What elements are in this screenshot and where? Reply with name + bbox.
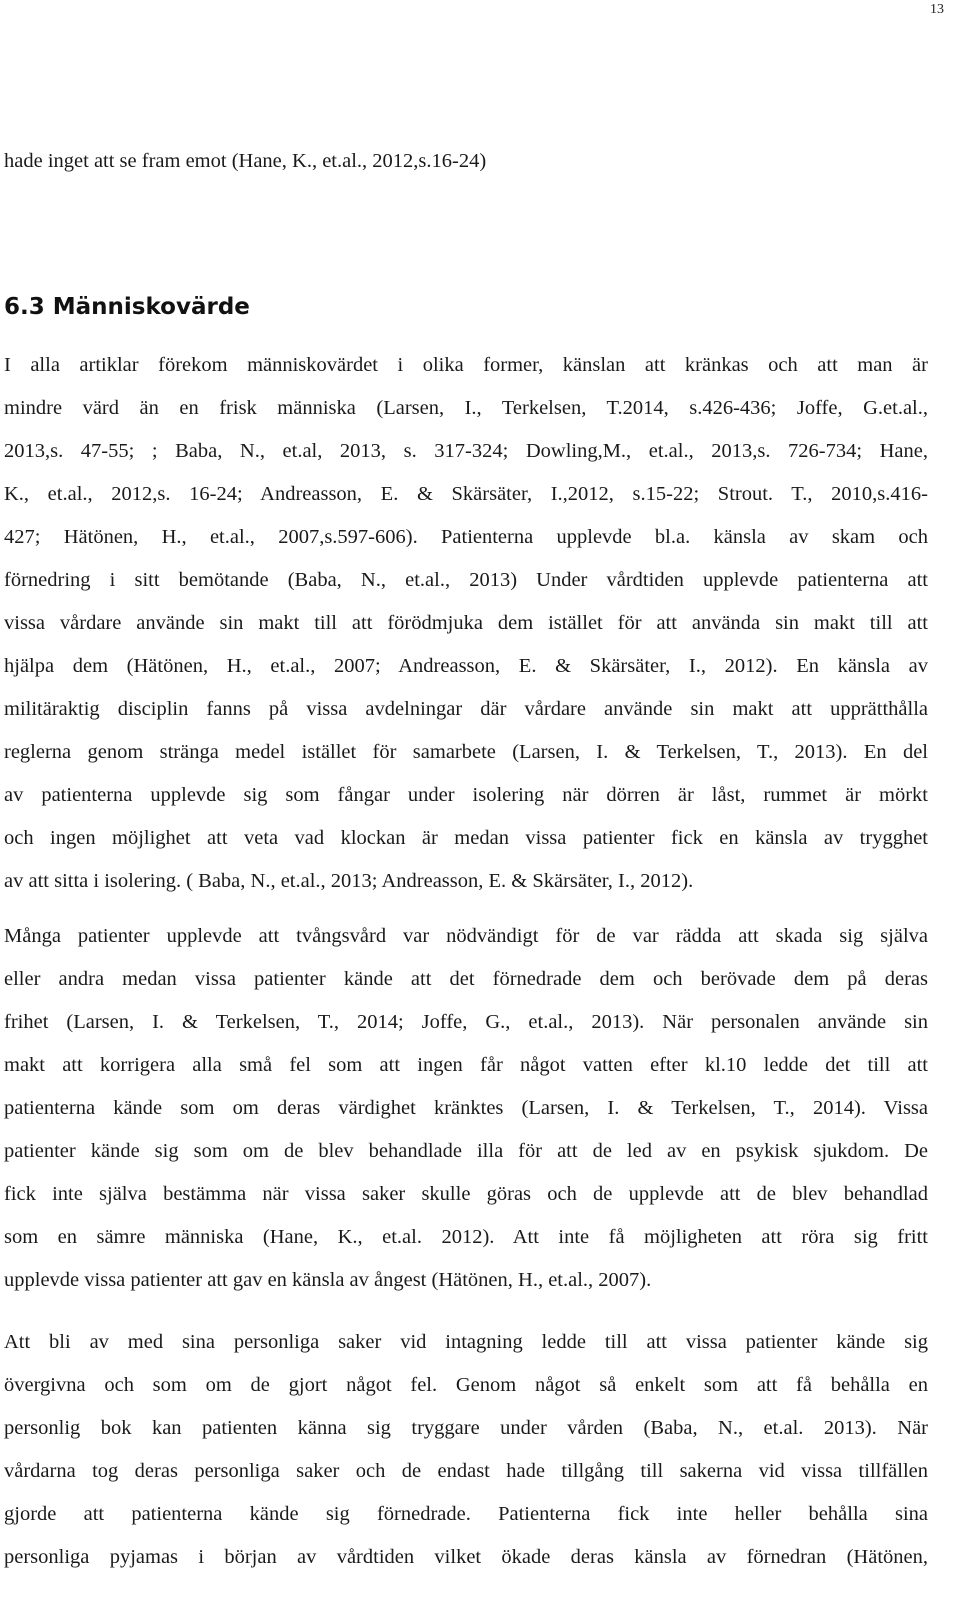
text-line: personliga pyjamas i början av vårdtiden vilket ökade deras känsla av förnedran (Hätönen, bbox=[4, 1546, 928, 1568]
text-line: Många patienter upplevde att tvångsvård var nödvändigt för de var rädda att skada sig själva bbox=[4, 925, 928, 947]
text-line: militäraktig disciplin fanns på vissa avdelningar där vårdare använde sin makt att upprätthålla bbox=[4, 698, 928, 720]
text-line: och ingen möjlighet att veta vad klockan är medan vissa patienter fick en känsla av trygghet bbox=[4, 827, 928, 849]
text-line: frihet (Larsen, I. & Terkelsen, T., 2014; Joffe, G., et.al., 2013). När personalen använde sin bbox=[4, 1011, 928, 1033]
text-line: K., et.al., 2012,s. 16-24; Andreasson, E. & Skärsäter, I.,2012, s.15-22; Strout. T., 2010,s.416- bbox=[4, 483, 928, 505]
paragraph-3 bbox=[4, 1321, 928, 1579]
text-line: eller andra medan vissa patienter kände att det förnedrade dem och berövade dem på deras bbox=[4, 968, 928, 990]
text-line: förnedring i sitt bemötande (Baba, N., et.al., 2013) Under vårdtiden upplevde patienterna att bbox=[4, 569, 928, 591]
text-line: som en sämre människa (Hane, K., et.al. 2012). Att inte få möjligheten att röra sig fritt bbox=[4, 1226, 928, 1248]
text-line: fick inte själva bestämma när vissa saker skulle göras och de upplevde att de blev behandlad bbox=[4, 1183, 928, 1205]
text-line: vissa vårdare använde sin makt till att förödmjuka dem istället för att använda sin makt till att bbox=[4, 612, 928, 634]
text-line: Att bli av med sina personliga saker vid intagning ledde till att vissa patienter kände sig bbox=[4, 1331, 928, 1353]
text-line: av patienterna upplevde sig som fångar under isolering när dörren är låst, rummet är mörkt bbox=[4, 784, 928, 806]
text-line: patienter kände sig som om de blev behandlade illa för att de led av en psykisk sjukdom. De bbox=[4, 1140, 928, 1162]
text-line: personlig bok kan patienten känna sig tryggare under vården (Baba, N., et.al. 2013). När bbox=[4, 1417, 928, 1439]
section-heading: 6.3 Människovärde bbox=[4, 294, 250, 320]
text-line: patienterna kände som om deras värdighet kränktes (Larsen, I. & Terkelsen, T., 2014). Vissa bbox=[4, 1097, 928, 1119]
text-line: vårdarna tog deras personliga saker och de endast hade tillgång till sakerna vid vissa tillfällen bbox=[4, 1460, 928, 1482]
intro-line: hade inget att se fram emot (Hane, K., et.al., 2012,s.16-24) bbox=[4, 150, 487, 172]
text-line: 427; Hätönen, H., et.al., 2007,s.597-606). Patienterna upplevde bl.a. känsla av skam och bbox=[4, 526, 928, 548]
text-line: av att sitta i isolering. ( Baba, N., et.al., 2013; Andreasson, E. & Skärsäter, I., 2012). bbox=[4, 870, 694, 892]
text-line: mindre värd än en frisk människa (Larsen, I., Terkelsen, T.2014, s.426-436; Joffe, G.et.al., bbox=[4, 397, 928, 419]
paragraph-2 bbox=[4, 915, 928, 1302]
text-line: reglerna genom stränga medel istället för samarbete (Larsen, I. & Terkelsen, T., 2013). En del bbox=[4, 741, 928, 763]
text-line: I alla artiklar förekom människovärdet i olika former, känslan att kränkas och att man är bbox=[4, 354, 928, 376]
text-line: gjorde att patienterna kände sig förnedrade. Patienterna fick inte heller behålla sina bbox=[4, 1503, 928, 1525]
text-line: 2013,s. 47-55; ; Baba, N., et.al, 2013, s. 317-324; Dowling,M., et.al., 2013,s. 726-734; Hane, bbox=[4, 440, 928, 462]
text-line: övergivna och som om de gjort något fel. Genom något så enkelt som att få behålla en bbox=[4, 1374, 928, 1396]
page-number: 13 bbox=[930, 2, 944, 17]
paragraph-1 bbox=[4, 344, 928, 903]
text-line: makt att korrigera alla små fel som att ingen får något vatten efter kl.10 ledde det till att bbox=[4, 1054, 928, 1076]
text-line: upplevde vissa patienter att gav en känsla av ångest (Hätönen, H., et.al., 2007). bbox=[4, 1269, 652, 1291]
text-line: hjälpa dem (Hätönen, H., et.al., 2007; Andreasson, E. & Skärsäter, I., 2012). En känsla av bbox=[4, 655, 928, 677]
